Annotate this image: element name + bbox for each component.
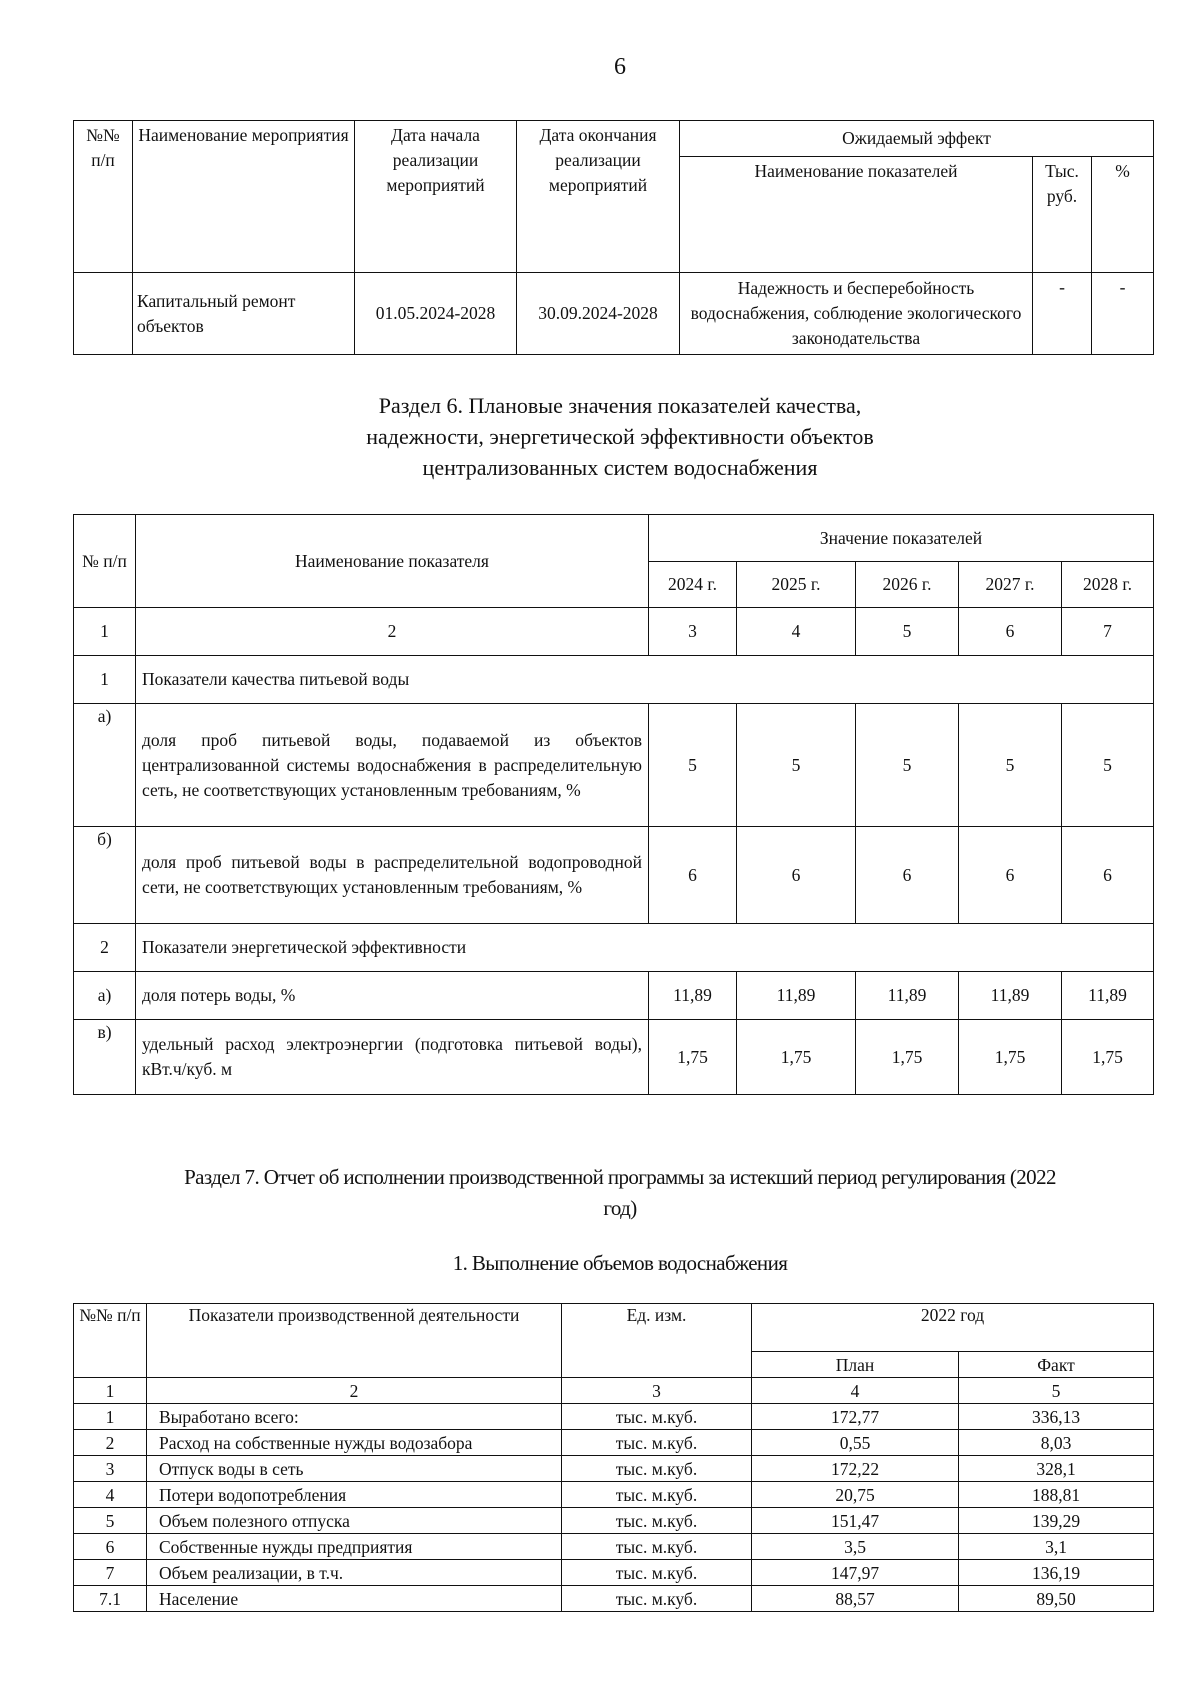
header-percent: % xyxy=(1092,157,1154,273)
section6-title-line3: централизованных систем водоснабжения xyxy=(422,455,818,480)
row-num: 1 xyxy=(74,1404,147,1430)
row-num: в) xyxy=(74,1020,136,1095)
row-value: 1,75 xyxy=(1062,1020,1154,1095)
col-number: 6 xyxy=(959,608,1062,656)
col-number: 5 xyxy=(959,1378,1154,1404)
header-year-2027: 2027 г. xyxy=(959,562,1062,608)
row-unit: тыс. м.куб. xyxy=(562,1560,752,1586)
row-unit: тыс. м.куб. xyxy=(562,1508,752,1534)
planned-indicators-table xyxy=(73,514,1154,1095)
row-label: доля потерь воды, % xyxy=(136,972,649,1020)
header-indicators: Наименование показателей xyxy=(680,157,1033,273)
header-num: № п/п xyxy=(74,515,136,608)
row-plan: 151,47 xyxy=(752,1508,959,1534)
row-plan: 172,22 xyxy=(752,1456,959,1482)
section6-title-line2: надежности, энергетической эффективности объектов xyxy=(366,424,874,449)
cell-activity-name: Капитальный ремонт объектов xyxy=(133,273,355,355)
row-unit: тыс. м.куб. xyxy=(562,1430,752,1456)
header-fact: Факт xyxy=(959,1352,1154,1378)
row-plan: 172,77 xyxy=(752,1404,959,1430)
row-unit: тыс. м.куб. xyxy=(562,1534,752,1560)
row-name: Собственные нужды предприятия xyxy=(147,1534,562,1560)
col-number: 4 xyxy=(737,608,856,656)
row-value: 5 xyxy=(856,704,959,827)
header-year: 2022 год xyxy=(752,1304,1154,1352)
row-value: 11,89 xyxy=(737,972,856,1020)
row-fact: 328,1 xyxy=(959,1456,1154,1482)
cell-start-date: 01.05.2024-2028 xyxy=(355,273,517,355)
cell-percent: - xyxy=(1092,273,1154,355)
table-row xyxy=(74,1534,1154,1560)
row-fact: 136,19 xyxy=(959,1560,1154,1586)
row-value: 1,75 xyxy=(856,1020,959,1095)
row-unit: тыс. м.куб. xyxy=(562,1482,752,1508)
col-number: 7 xyxy=(1062,608,1154,656)
row-name: Выработано всего: xyxy=(147,1404,562,1430)
row-value: 6 xyxy=(856,827,959,924)
row-value: 6 xyxy=(649,827,737,924)
col-number: 3 xyxy=(562,1378,752,1404)
cell-num xyxy=(74,273,133,355)
row-value: 1,75 xyxy=(959,1020,1062,1095)
header-num: №№ п/п xyxy=(74,1304,147,1378)
table-row xyxy=(74,1508,1154,1534)
header-year-2025: 2025 г. xyxy=(737,562,856,608)
row-plan: 3,5 xyxy=(752,1534,959,1560)
header-activity-name: Наименование мероприятия xyxy=(133,121,355,273)
row-value: 6 xyxy=(737,827,856,924)
row-num: 4 xyxy=(74,1482,147,1508)
group-num: 2 xyxy=(74,924,136,972)
row-num: 7.1 xyxy=(74,1586,147,1612)
group-label: Показатели энергетической эффективности xyxy=(136,924,1154,972)
header-end-date: Дата окончания реализации мероприятий xyxy=(517,121,680,273)
row-num: 7 xyxy=(74,1560,147,1586)
group-row xyxy=(74,656,1154,704)
col-number: 1 xyxy=(74,1378,147,1404)
row-value: 5 xyxy=(649,704,737,827)
row-name: Население xyxy=(147,1586,562,1612)
table-row xyxy=(74,827,1154,924)
header-year-2028: 2028 г. xyxy=(1062,562,1154,608)
group-label: Показатели качества питьевой воды xyxy=(136,656,1154,704)
cell-indicator: Надежность и бесперебойность водоснабжения, соблюдение экологического законодательства xyxy=(680,273,1033,355)
row-fact: 139,29 xyxy=(959,1508,1154,1534)
row-fact: 3,1 xyxy=(959,1534,1154,1560)
row-plan: 88,57 xyxy=(752,1586,959,1612)
row-value: 11,89 xyxy=(856,972,959,1020)
header-values: Значение показателей xyxy=(649,515,1154,562)
row-value: 11,89 xyxy=(649,972,737,1020)
col-number: 2 xyxy=(136,608,649,656)
table-row xyxy=(74,972,1154,1020)
row-unit: тыс. м.куб. xyxy=(562,1586,752,1612)
header-year-2026: 2026 г. xyxy=(856,562,959,608)
table-row xyxy=(74,1404,1154,1430)
row-value: 1,75 xyxy=(649,1020,737,1095)
group-row xyxy=(74,924,1154,972)
col-number: 2 xyxy=(147,1378,562,1404)
cell-end-date: 30.09.2024-2028 xyxy=(517,273,680,355)
row-fact: 89,50 xyxy=(959,1586,1154,1612)
header-expected-effect: Ожидаемый эффект xyxy=(680,121,1154,157)
section7-title xyxy=(0,1162,1200,1224)
header-num: №№ п/п xyxy=(74,121,133,273)
row-value: 11,89 xyxy=(959,972,1062,1020)
table-row xyxy=(74,1456,1154,1482)
header-start-date: Дата начала реализации мероприятий xyxy=(355,121,517,273)
row-value: 5 xyxy=(737,704,856,827)
row-value: 6 xyxy=(1062,827,1154,924)
col-number: 3 xyxy=(649,608,737,656)
row-unit: тыс. м.куб. xyxy=(562,1404,752,1430)
col-number: 4 xyxy=(752,1378,959,1404)
section7-title-line2: год) xyxy=(603,1196,637,1220)
header-indicator-name: Показатели производственной деятельности xyxy=(147,1304,562,1378)
table-row xyxy=(74,1430,1154,1456)
row-num: 3 xyxy=(74,1456,147,1482)
group-num: 1 xyxy=(74,656,136,704)
row-label: удельный расход электроэнергии (подготовка питьевой воды), кВт.ч/куб. м xyxy=(136,1020,649,1095)
row-name: Расход на собственные нужды водозабора xyxy=(147,1430,562,1456)
row-unit: тыс. м.куб. xyxy=(562,1456,752,1482)
row-plan: 0,55 xyxy=(752,1430,959,1456)
table-row xyxy=(74,1482,1154,1508)
row-value: 5 xyxy=(1062,704,1154,827)
row-label: доля проб питьевой воды, подаваемой из объектов централизованной системы водоснабжения в распределительную сеть, не соответствующих установленным требованиям, % xyxy=(136,704,649,827)
row-value: 11,89 xyxy=(1062,972,1154,1020)
row-name: Потери водопотребления xyxy=(147,1482,562,1508)
row-plan: 20,75 xyxy=(752,1482,959,1508)
row-num: 2 xyxy=(74,1430,147,1456)
header-indicator-name: Наименование показателя xyxy=(136,515,649,608)
row-value: 6 xyxy=(959,827,1062,924)
header-unit: Ед. изм. xyxy=(562,1304,752,1378)
row-plan: 147,97 xyxy=(752,1560,959,1586)
row-num: а) xyxy=(74,704,136,827)
cell-thous-rub: - xyxy=(1033,273,1092,355)
row-num: 5 xyxy=(74,1508,147,1534)
row-fact: 8,03 xyxy=(959,1430,1154,1456)
table-row xyxy=(74,1586,1154,1612)
activities-table xyxy=(73,120,1154,355)
row-num: 6 xyxy=(74,1534,147,1560)
report-table xyxy=(73,1303,1154,1612)
col-number: 1 xyxy=(74,608,136,656)
section7-title-line1: Раздел 7. Отчет об исполнении производственной программы за истекший период регулирования (2022 xyxy=(184,1165,1056,1189)
row-name: Объем реализации, в т.ч. xyxy=(147,1560,562,1586)
row-num: а) xyxy=(74,972,136,1020)
row-value: 1,75 xyxy=(737,1020,856,1095)
header-plan: План xyxy=(752,1352,959,1378)
column-numbers-row xyxy=(74,608,1154,656)
row-fact: 188,81 xyxy=(959,1482,1154,1508)
table-row xyxy=(74,1560,1154,1586)
row-name: Объем полезного отпуска xyxy=(147,1508,562,1534)
row-fact: 336,13 xyxy=(959,1404,1154,1430)
row-name: Отпуск воды в сеть xyxy=(147,1456,562,1482)
row-value: 5 xyxy=(959,704,1062,827)
table-row xyxy=(74,704,1154,827)
table-row xyxy=(74,1020,1154,1095)
col-number: 5 xyxy=(856,608,959,656)
header-year-2024: 2024 г. xyxy=(649,562,737,608)
section7-subtitle: 1. Выполнение объемов водоснабжения xyxy=(452,1251,788,1275)
header-thous-rub: Тыс. руб. xyxy=(1033,157,1092,273)
column-numbers-row xyxy=(74,1378,1154,1404)
section6-title xyxy=(0,390,1200,483)
row-label: доля проб питьевой воды в распределительной водопроводной сети, не соответствующих установленным требованиям, % xyxy=(136,827,649,924)
page-number: 6 xyxy=(614,54,626,80)
table-row xyxy=(74,273,1154,355)
section6-title-line1: Раздел 6. Плановые значения показателей качества, xyxy=(378,393,862,418)
row-num: б) xyxy=(74,827,136,924)
